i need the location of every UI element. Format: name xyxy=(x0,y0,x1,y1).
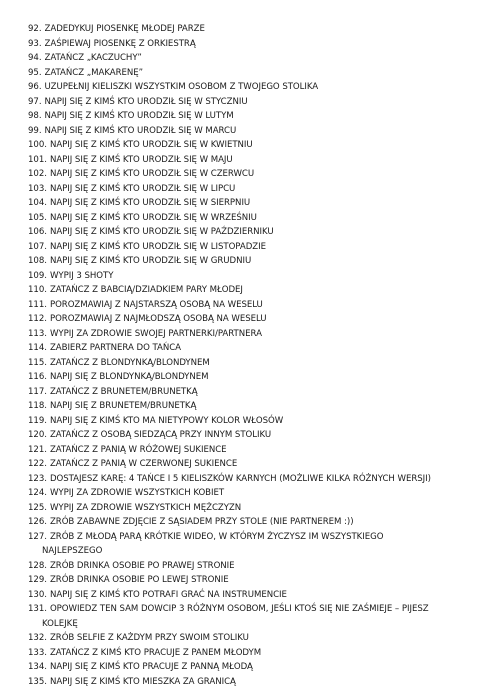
item-number: 134. xyxy=(28,662,47,672)
list-item xyxy=(28,341,480,356)
item-text: NAPIJ SIĘ Z KIMŚ KTO POTRAFI GRAĆ NA INSTRUMENCIE xyxy=(49,589,287,600)
item-number: 106. xyxy=(28,227,47,237)
item-text: ZATAŃCZ Z KIMŚ KTO PRACUJE Z PANEM MŁODYM xyxy=(49,647,262,658)
item-text: NAPIJ SIĘ Z KIMŚ KTO URODZIŁ SIĘ W CZERWCU xyxy=(49,169,255,179)
item-text: ZATAŃCZ Z BRUNETEM/BRUNETKĄ xyxy=(49,386,198,397)
item-number: 101. xyxy=(28,154,47,165)
list-item xyxy=(28,399,480,414)
item-number: 92. xyxy=(28,24,42,34)
item-text: NAPIJ SIĘ Z KIMŚ KTO URODZIŁ SIĘ W MAJU xyxy=(49,154,233,165)
item-text: WYPIJ ZA ZDROWIE WSZYSTKICH MĘŻCZYZN xyxy=(49,502,242,513)
list-item xyxy=(28,443,480,458)
item-number: 99. xyxy=(28,125,42,136)
item-number: 111. xyxy=(28,299,47,310)
item-text: NAPIJ SIĘ Z KIMŚ KTO URODZIŁ SIĘ W LISTOPADZIE xyxy=(49,241,266,252)
item-text: ZABIERZ PARTNERA DO TAŃCA xyxy=(49,343,181,353)
list-item xyxy=(28,370,480,385)
item-text: DOSTAJESZ KARĘ: 4 TAŃCE I 5 KIELISZKÓW KARNYCH (MOŻLIWE KILKA RÓŻNYCH WERSJI) xyxy=(49,473,431,484)
list-item xyxy=(28,327,480,342)
task-list xyxy=(28,22,480,689)
item-text: WYPIJ ZA ZDROWIE WSZYSTKICH KOBIET xyxy=(49,488,225,498)
list-item xyxy=(28,385,480,400)
item-text: ZATAŃCZ „MAKARENĘ” xyxy=(44,67,144,78)
item-number: 118. xyxy=(28,401,47,411)
list-item xyxy=(28,95,480,110)
list-item xyxy=(28,515,480,530)
list-item xyxy=(28,66,480,81)
list-item xyxy=(28,356,480,371)
item-number: 110. xyxy=(28,285,47,295)
list-item xyxy=(28,124,480,139)
item-text: POROZMAWIAJ Z NAJSTARSZĄ OSOBĄ NA WESELU xyxy=(49,299,263,310)
item-number: 103. xyxy=(28,183,47,194)
item-number: 135. xyxy=(28,676,47,687)
item-text: ZATAŃCZ „KACZUCHY” xyxy=(44,53,142,63)
item-number: 117. xyxy=(28,386,47,397)
item-number: 108. xyxy=(28,256,47,266)
item-number: 121. xyxy=(28,444,47,455)
item-number: 107. xyxy=(28,241,47,252)
list-item xyxy=(28,602,480,617)
list-item xyxy=(28,631,480,646)
item-text: ZATAŃCZ Z PANIĄ W CZERWONEJ SUKIENCE xyxy=(49,459,238,469)
item-number: 124. xyxy=(28,488,47,498)
item-text: WYPIJ 3 SHOTY xyxy=(49,270,114,281)
item-text: NAPIJ SIĘ Z KIMŚ KTO URODZIŁ SIĘ W WRZEŚNIU xyxy=(49,212,257,223)
list-item xyxy=(28,269,480,284)
list-item xyxy=(28,254,480,269)
item-text: ZATAŃCZ Z PANIĄ W RÓŻOWEJ SUKIENCE xyxy=(49,444,227,455)
item-text: ZRÓB SELFIE Z KAŻDYM PRZY SWOIM STOLIKU xyxy=(49,633,249,643)
item-number: 123. xyxy=(28,473,47,484)
item-number: 132. xyxy=(28,633,47,643)
item-number: 126. xyxy=(28,517,47,527)
item-number: 97. xyxy=(28,96,42,107)
item-number: 130. xyxy=(28,589,47,600)
item-number: 113. xyxy=(28,328,47,339)
item-number: 114. xyxy=(28,343,47,353)
item-text: NAPIJ SIĘ Z KIMŚ KTO URODZIŁ SIĘ W LIPCU xyxy=(49,183,236,194)
list-item xyxy=(28,559,480,574)
list-item xyxy=(28,22,480,37)
item-number: 98. xyxy=(28,111,42,121)
item-number: 100. xyxy=(28,140,47,150)
item-text: ZATAŃCZ Z BLONDYNKĄ/BLONDYNEM xyxy=(49,357,210,368)
item-text: WYPIJ ZA ZDROWIE SWOJEJ PARTNERKI/PARTNERA xyxy=(49,328,262,339)
list-item xyxy=(28,675,480,690)
list-item xyxy=(28,283,480,298)
list-item xyxy=(28,138,480,153)
item-text: NAPIJ SIĘ Z KIMŚ KTO URODZIŁ SIĘ W LUTYM xyxy=(44,111,234,121)
item-text: UZUPEŁNIJ KIELISZKI WSZYSTKIM OSOBOM Z TWOJEGO STOLIKA xyxy=(44,82,319,92)
list-item xyxy=(28,486,480,501)
item-number: 95. xyxy=(28,67,42,78)
item-number: 127. xyxy=(28,531,47,542)
item-text: NAPIJ SIĘ Z KIMŚ KTO URODZIŁ SIĘ W STYCZNIU xyxy=(44,96,248,107)
item-text: ZRÓB ZABAWNE ZDJĘCIE Z SĄSIADEM PRZY STOLE (NIE PARTNEREM :)) xyxy=(49,517,354,527)
list-item xyxy=(28,153,480,168)
item-text: NAPIJ SIĘ Z KIMŚ KTO MIESZKA ZA GRANICĄ xyxy=(49,676,236,687)
list-item xyxy=(28,51,480,66)
list-item xyxy=(28,196,480,211)
item-text: ZRÓB DRINKA OSOBIE PO PRAWEJ STRONIE xyxy=(49,560,235,571)
item-number: 133. xyxy=(28,647,47,658)
list-item xyxy=(28,80,480,95)
item-text: OPOWIEDZ TEN SAM DOWCIP 3 RÓŻNYM OSOBOM, JEŚLI KTOŚ SIĘ NIE ZAŚMIEJE – PIJESZ xyxy=(49,604,429,614)
list-item xyxy=(28,646,480,661)
item-text: ZRÓB Z MŁODĄ PARĄ KRÓTKIE WIDEO, W KTÓRYM ŻYCZYSZ IM WSZYSTKIEGO xyxy=(49,531,384,542)
item-number: 131. xyxy=(28,604,47,614)
item-number: 119. xyxy=(28,415,47,426)
item-number: 104. xyxy=(28,198,47,208)
item-number: 129. xyxy=(28,575,47,585)
item-text: NAPIJ SIĘ Z KIMŚ KTO URODZIŁ SIĘ W GRUDNIU xyxy=(49,256,252,266)
list-item xyxy=(28,530,480,545)
item-number: 128. xyxy=(28,560,47,571)
item-text: NAPIJ SIĘ Z KIMŚ KTO URODZIŁ SIĘ W MARCU xyxy=(44,125,237,136)
list-item xyxy=(28,660,480,675)
item-number: 120. xyxy=(28,430,47,440)
item-text: ZADEDYKUJ PIOSENKĘ MŁODEJ PARZE xyxy=(44,24,205,34)
list-item xyxy=(28,225,480,240)
list-item xyxy=(28,414,480,429)
list-item xyxy=(28,37,480,52)
item-number: 122. xyxy=(28,459,47,469)
item-number: 93. xyxy=(28,38,42,49)
item-number: 94. xyxy=(28,53,42,63)
list-item xyxy=(28,109,480,124)
item-number: 125. xyxy=(28,502,47,513)
item-text: ZATAŃCZ Z BABCIĄ/DZIADKIEM PARY MŁODEJ xyxy=(49,285,243,295)
item-text: NAPIJ SIĘ Z BRUNETEM/BRUNETKĄ xyxy=(49,401,197,411)
item-text: ZATAŃCZ Z OSOBĄ SIEDZĄCĄ PRZY INNYM STOLIKU xyxy=(49,430,272,440)
list-item xyxy=(28,211,480,226)
list-item xyxy=(28,588,480,603)
item-text: NAPIJ SIĘ Z KIMŚ KTO PRACUJE Z PANNĄ MŁODĄ xyxy=(49,662,253,672)
item-text: POROZMAWIAJ Z NAJMŁODSZĄ OSOBĄ NA WESELU xyxy=(49,314,267,324)
document-page xyxy=(28,22,480,689)
item-text-continuation: NAJLEPSZEGO xyxy=(42,546,103,556)
item-number: 102. xyxy=(28,169,47,179)
item-text: NAPIJ SIĘ Z KIMŚ KTO URODZIŁ SIĘ W SIERPNIU xyxy=(49,198,251,208)
item-text: NAPIJ SIĘ Z KIMŚ KTO URODZIŁ SIĘ W PAŹDZIERNIKU xyxy=(49,227,274,237)
list-item xyxy=(28,167,480,182)
item-text: ZRÓB DRINKA OSOBIE PO LEWEJ STRONIE xyxy=(49,575,229,585)
item-text: ZAŚPIEWAJ PIOSENKĘ Z ORKIESTRĄ xyxy=(44,38,196,49)
item-text: NAPIJ SIĘ Z KIMŚ KTO MA NIETYPOWY KOLOR WŁOSÓW xyxy=(49,415,284,426)
item-text: NAPIJ SIĘ Z BLONDYNKĄ/BLONDYNEM xyxy=(49,372,209,382)
list-item xyxy=(28,501,480,516)
item-number: 112. xyxy=(28,314,47,324)
list-item xyxy=(28,298,480,313)
list-item xyxy=(28,312,480,327)
item-number: 116. xyxy=(28,372,47,382)
list-item xyxy=(28,472,480,487)
list-item xyxy=(28,428,480,443)
list-item xyxy=(28,182,480,197)
list-item xyxy=(28,457,480,472)
list-item xyxy=(28,240,480,255)
item-number: 96. xyxy=(28,82,42,92)
item-number: 115. xyxy=(28,357,47,368)
item-text: NAPIJ SIĘ Z KIMŚ KTO URODZIŁ SIĘ W KWIETNIU xyxy=(49,140,253,150)
item-text-continuation: KOLEJKĘ xyxy=(42,618,78,629)
list-item xyxy=(28,573,480,588)
item-number: 105. xyxy=(28,212,47,223)
item-number: 109. xyxy=(28,270,47,281)
